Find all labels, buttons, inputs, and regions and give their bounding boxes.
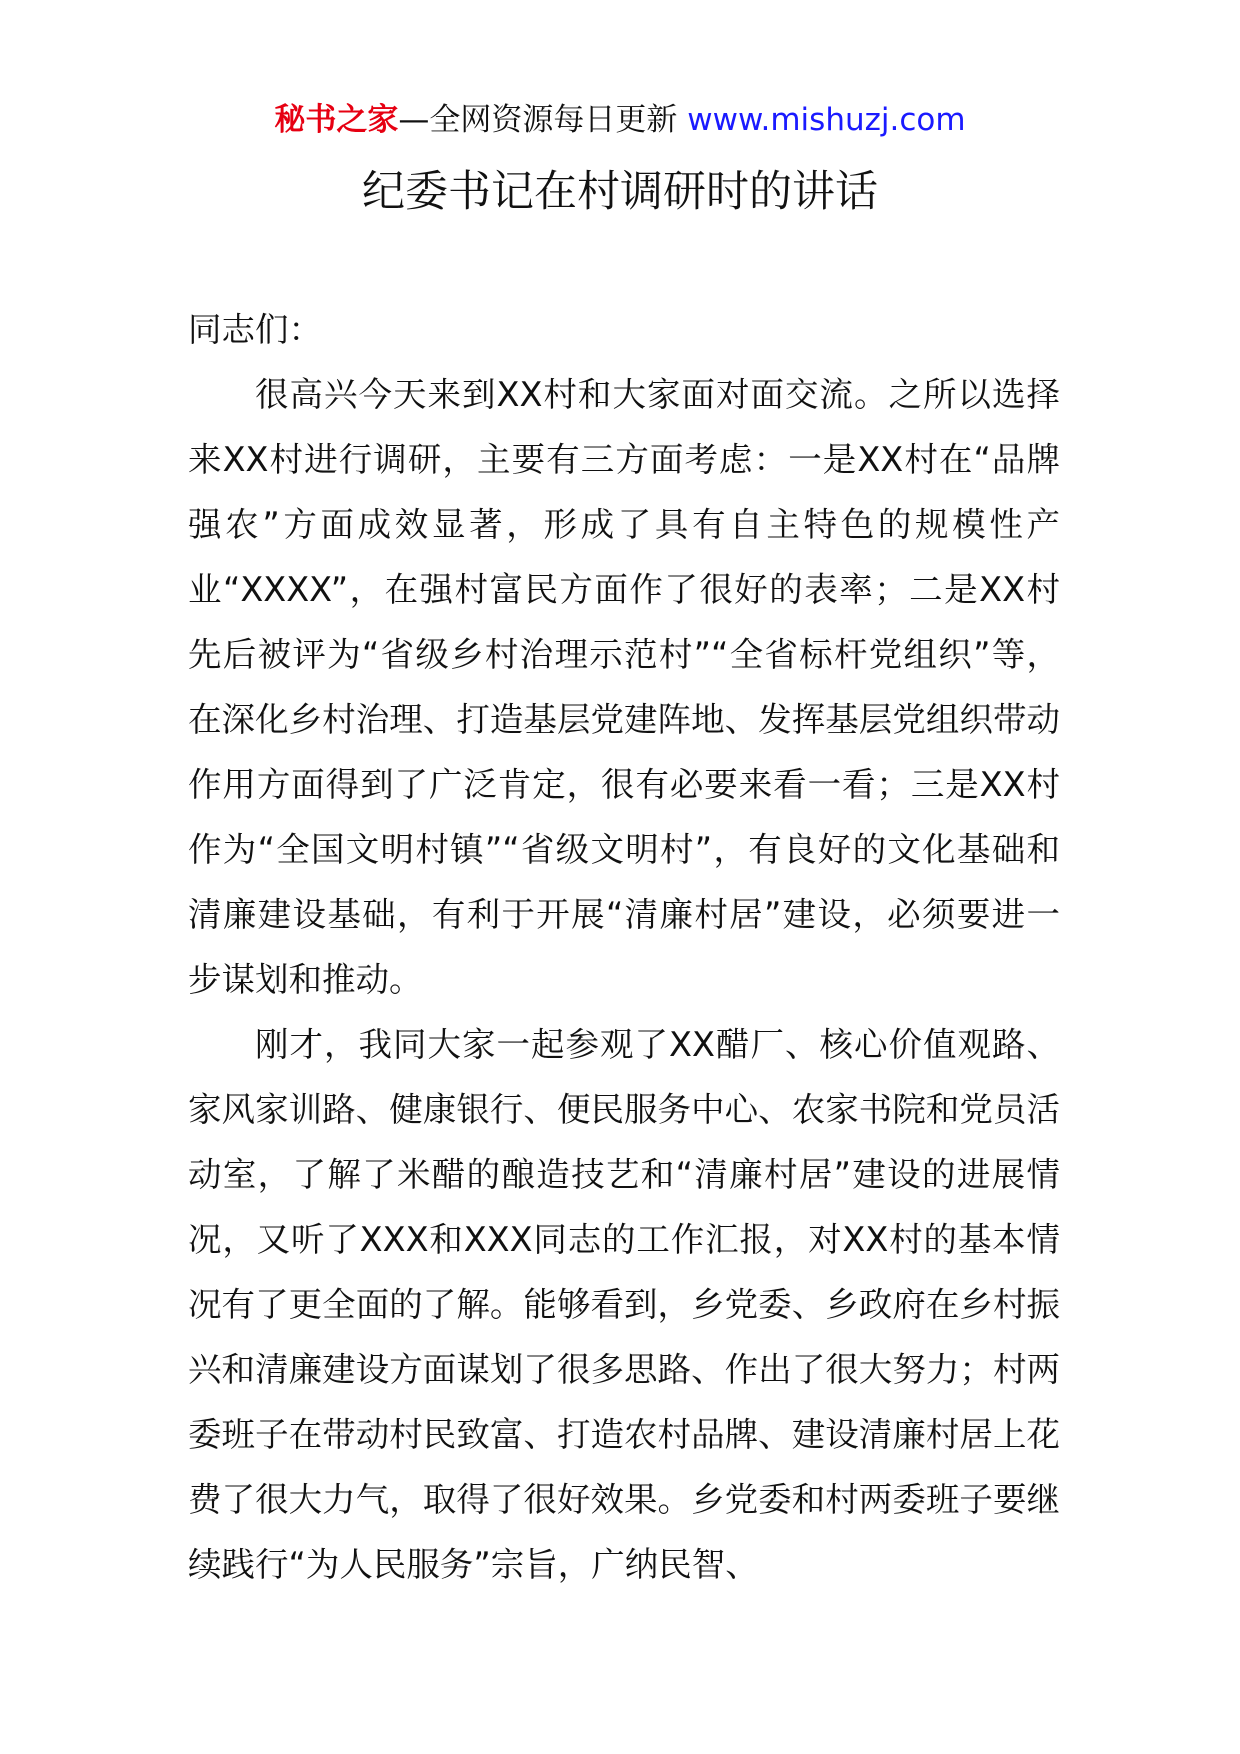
salutation: 同志们： — [188, 310, 322, 349]
paragraph-2: 刚才，我同大家一起参观了XX醋厂、核心价值观路、家风家训路、健康银行、便民服务中心、农家书院和党员活动室，了解了米醋的酿造技艺和“清廉村居”建设的进展情况，又听了XXX和XXX同志的工作汇报，对XX村的基本情况有了更全面的了解。能够看到，乡党委、乡政府在乡村振兴和清廉建设方面谋划了很多思路、作出了很大努力；村两委班子在带动村民致富、打造农村品牌、建设清廉村居上花费了很大力气，取得了很好效果。乡党委和村两委班子要继续践行“为人民服务”宗旨，广纳民智、 — [188, 1025, 1060, 1584]
header-tagline: —全网资源每日更新 — [398, 102, 688, 138]
site-header — [0, 98, 1240, 142]
document-body — [188, 297, 1060, 1597]
brand-name: 秘书之家 — [274, 102, 399, 138]
document-title: 纪委书记在村调研时的讲话 — [362, 167, 878, 217]
paragraph-1: 很高兴今天来到XX村和大家面对面交流。之所以选择来XX村进行调研，主要有三方面考虑：一是XX村在“品牌强农”方面成效显著，形成了具有自主特色的规模性产业“XXXX”，在强村富民方面作了很好的表率；二是XX村先后被评为“省级乡村治理示范村”“全省标杆党组织”等，在深化乡村治理、打造基层党建阵地、发挥基层党组织带动作用方面得到了广泛肯定，很有必要来看一看；三是XX村作为“全国文明村镇”“省级文明村”，有良好的文化基础和清廉建设基础，有利于开展“清廉村居”建设，必须要进一步谋划和推动。 — [188, 375, 1060, 999]
site-url-link[interactable]: www.mishuzj.com — [687, 102, 966, 138]
